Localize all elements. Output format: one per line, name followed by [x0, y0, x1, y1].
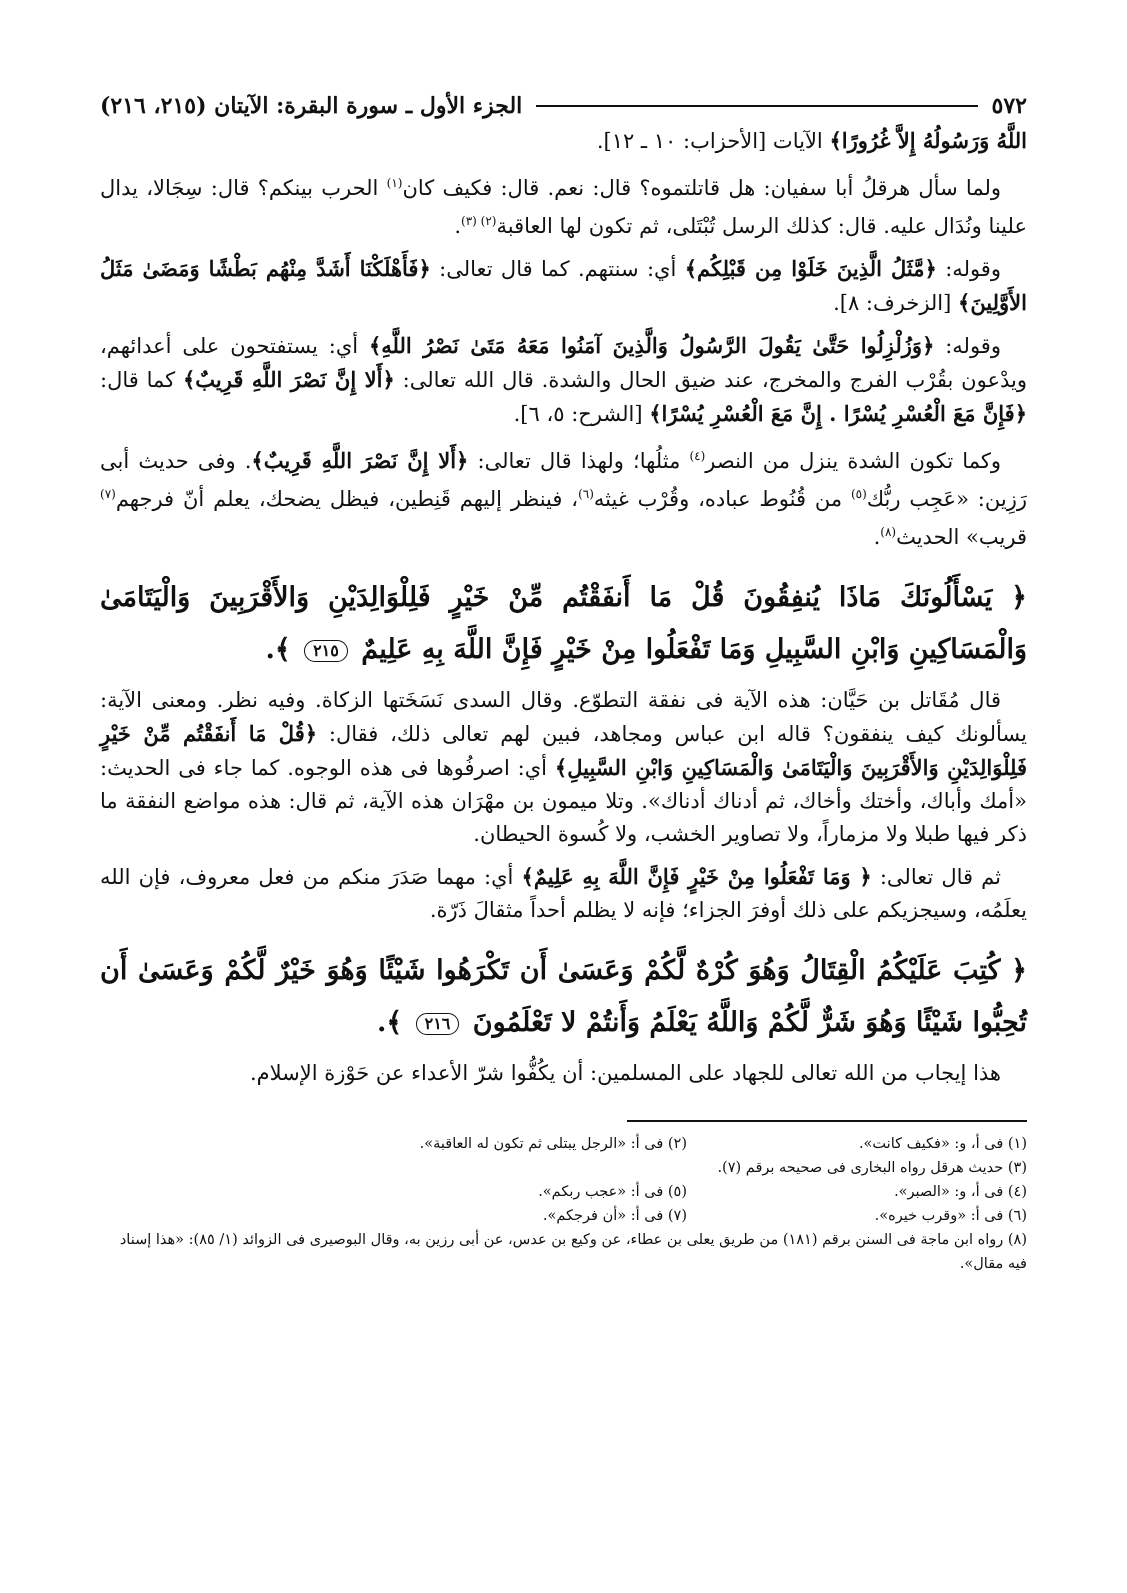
text: . — [873, 525, 881, 549]
footnote-1: (١) فى أ، و: «فكيف كانت». — [858, 1136, 1027, 1152]
text: وقوله: — [936, 257, 1001, 281]
verse-end: ﴾. — [265, 634, 301, 665]
paragraph-8: هذا إيجاب من الله تعالى للجهاد على المسلمين: أن يكُفُّوا شرّ الأعداء عن حَوْزة الإسلام. — [249, 1061, 1001, 1085]
footnote-row — [100, 1180, 1027, 1204]
header-rule — [536, 105, 977, 107]
text: قريب» الحديث — [896, 525, 1027, 549]
footnote-ref[interactable]: (٢) (٣) — [461, 214, 497, 228]
text: [الشرح: ٥، ٦]. — [513, 402, 650, 426]
verse-text: ﴿ يَسْأَلُونَكَ مَاذَا يُنفِقُونَ قُلْ مَا أَنفَقْتُم مِّنْ خَيْرٍ فَلِلْوَالِدَيْنِ وَالأَقْرَبِينَ وَالْيَتَامَىٰ وَالْمَسَاكِينِ وَابْنِ السَّبِيلِ وَمَا تَفْعَلُوا مِنْ خَيْرٍ فَإِنَّ اللَّهَ بِهِ عَلِيمٌ — [100, 582, 1027, 665]
text: أي: سنتهم. كما قال تعالى: — [430, 257, 685, 281]
text: أي: يستفتحون على أعدائهم، ويدْعون بقُرْب الفرج والمخرج، عند ضيق الحال والشدة. قال الله تعالى: — [100, 334, 1027, 392]
paragraph-3 — [100, 252, 1027, 320]
text: أي: مهما صَدَرَ منكم من فعل معروف، فإن الله يعلَمُه، وسيجزيكم على ذلك أوفرَ الجزاء؛ فإنه لا يظلم أحداً مثقالَ ذَرّة. — [100, 865, 1027, 922]
footnote-ref[interactable]: (٥) — [850, 487, 867, 501]
paragraph-2 — [100, 167, 1027, 243]
quran-quote: ﴿فَإِنَّ مَعَ الْعُسْرِ يُسْرًا . إِنَّ مَعَ الْعُسْرِ يُسْرًا﴾ — [649, 401, 1027, 426]
footnote-7: (٧) فى أ: «أن فرجكم». — [542, 1208, 687, 1224]
text: من قُنُوط عباده، وقُرْب غيثه — [593, 487, 851, 511]
footnote-8: (٨) رواه ابن ماجة فى السنن برقم (١٨١) من طريق يعلى بن عطاء، عن وكيع بن عدس، عن أبى رزين به، وقال البوصيرى فى الزوائد (١/ ٨٥): «هذا إسناد فيه مقال». — [119, 1232, 1027, 1272]
footnote-6: (٦) فى أ: «وقرب خيره». — [874, 1208, 1027, 1224]
footnote-ref[interactable]: (٧) — [100, 487, 116, 501]
verse-216 — [100, 945, 1027, 1049]
paragraph-4 — [100, 329, 1027, 431]
quran-quote: ﴿فَأَهْلَكْنَا أَشَدَّ مِنْهُم بَطْشًا وَمَضَىٰ مَثَلُ الأَوَّلِينَ﴾ — [100, 256, 1027, 315]
text: أي: اصرفُوها فى هذه الوجوه. كما جاء فى الحديث: «أمك وأباك، وأختك وأخاك، ثم أدناك أدناك». وتلا ميمون بن مهْرَان هذه الآية، ثم قال: هذه مواضع النفقة ما ذكر فيها طبلا ولا مزماراً، ولا تصاوير الخشب، ولا كُسوة الحيطان. — [100, 756, 1027, 846]
text: الحرب بينكم؟ قال: سِجَالا، يدال علينا ونُدَال عليه. قال: كذلك الرسل تُبْتَلى، ثم تكون لها العاقبة — [100, 176, 1027, 238]
footnote-rule — [627, 1120, 1027, 1122]
footnote-ref[interactable]: (٨) — [880, 525, 897, 539]
text: مثلُها؛ ولهذا قال تعالى: — [468, 449, 690, 473]
footnote-2: (٢) فى أ: «الرجل يبتلى ثم تكون له العاقبة». — [419, 1136, 687, 1152]
text: ، فينظر إليهم قَنِطين، فيظل يضحك، يعلم أنّ فرجهم — [115, 487, 579, 511]
text: وكما تكون الشدة ينزل من النصر — [705, 449, 1001, 473]
footnote-ref[interactable]: (٤) — [689, 449, 706, 463]
text: الآيات [الأحزاب: ١٠ ـ ١٢]. — [596, 129, 830, 153]
text: [الزخرف: ٨]. — [833, 291, 959, 315]
footnote-5: (٥) فى أ: «عجب ربكم». — [538, 1184, 687, 1200]
text: . وفى حديث أبى رَزِين: «عَجِب ربُّك — [100, 449, 1027, 511]
text: قال مُقَاتل بن حَيَّان: هذه الآية فى نفقة التطوّع. وقال السدى نَسَخَتها الزكاة. وفيه نظر. ومعنى الآية: يسألونك كيف ينفقون؟ قاله ابن عباس ومجاهد، فبين لهم تعالى ذلك، فقال: — [100, 688, 1027, 746]
running-title: الجزء الأول ـ سورة البقرة: الآيتان (٢١٥، ٢١٦) — [100, 93, 523, 119]
quran-quote: ﴿وَزُلْزِلُوا حَتَّىٰ يَقُولَ الرَّسُولُ وَالَّذِينَ آمَنُوا مَعَهُ مَتَىٰ نَصْرُ اللَّهِ﴾ — [368, 333, 935, 358]
quran-quote: ﴿مَّثَلُ الَّذِينَ خَلَوْا مِن قَبْلِكُم﴾ — [684, 256, 937, 281]
ayah-number-badge: ٢١٦ — [416, 1013, 460, 1035]
quran-quote: ﴿أَلا إِنَّ نَصْرَ اللَّهِ قَرِيبٌ﴾ — [251, 448, 469, 473]
quran-quote: اللَّهُ وَرَسُولُهُ إِلاَّ غُرُورًا﴾ — [829, 128, 1027, 153]
quran-quote: ﴿قُلْ مَا أَنفَقْتُم مِّنْ خَيْرٍ فَلِلْوَالِدَيْنِ وَالأَقْرَبِينَ وَالْيَتَامَىٰ وَالْمَسَاكِينِ وَابْنِ السَّبِيلِ﴾ — [100, 721, 1028, 780]
text: كما قال: — [100, 368, 183, 392]
footnote-ref[interactable]: (٦) — [578, 487, 594, 501]
text: ولما سأل هرقلُ أبا سفيان: هل قاتلتموه؟ قال: نعم. قال: فكيف كان — [402, 176, 1001, 200]
footnote-3: (٣) حديث هرقل رواه البخارى فى صحيحه برقم (٧). — [717, 1160, 1027, 1176]
text: ثم قال تعالى: — [871, 865, 1001, 889]
paragraph-5 — [100, 440, 1027, 554]
footnote-row — [100, 1132, 1027, 1156]
paragraph-6 — [100, 684, 1027, 851]
ayah-number-badge: ٢١٥ — [304, 640, 348, 662]
page-number: ٥٧٢ — [991, 93, 1027, 119]
quran-quote: ﴿ وَمَا تَفْعَلُوا مِنْ خَيْرٍ فَإِنَّ اللَّهَ بِهِ عَلِيمٌ﴾ — [521, 864, 872, 889]
footnote-row — [100, 1204, 1027, 1228]
footnote-ref[interactable]: (١) — [386, 176, 403, 190]
paragraph-7 — [100, 860, 1027, 927]
quran-quote: ﴿أَلا إِنَّ نَصْرَ اللَّهِ قَرِيبٌ﴾ — [183, 367, 395, 392]
running-header — [100, 90, 1027, 122]
text: وقوله: — [934, 334, 1001, 358]
page-body — [100, 124, 1027, 1090]
footnote-4: (٤) فى أ، و: «الصبر». — [894, 1184, 1027, 1200]
verse-end: ﴾. — [376, 1007, 412, 1038]
verse-text: ﴿ كُتِبَ عَلَيْكُمُ الْقِتَالُ وَهُوَ كُرْهٌ لَّكُمْ وَعَسَىٰ أَن تَكْرَهُوا شَيْئًا وَهُوَ خَيْرٌ لَّكُمْ وَعَسَىٰ أَن تُحِبُّوا شَيْئًا وَهُوَ شَرٌّ لَّكُمْ وَاللَّهُ يَعْلَمُ وَأَنتُمْ لا تَعْلَمُونَ — [100, 955, 1027, 1038]
verse-215 — [100, 572, 1027, 676]
text: . — [454, 214, 461, 238]
footnotes — [100, 1132, 1027, 1276]
paragraph-1 — [100, 124, 1027, 158]
